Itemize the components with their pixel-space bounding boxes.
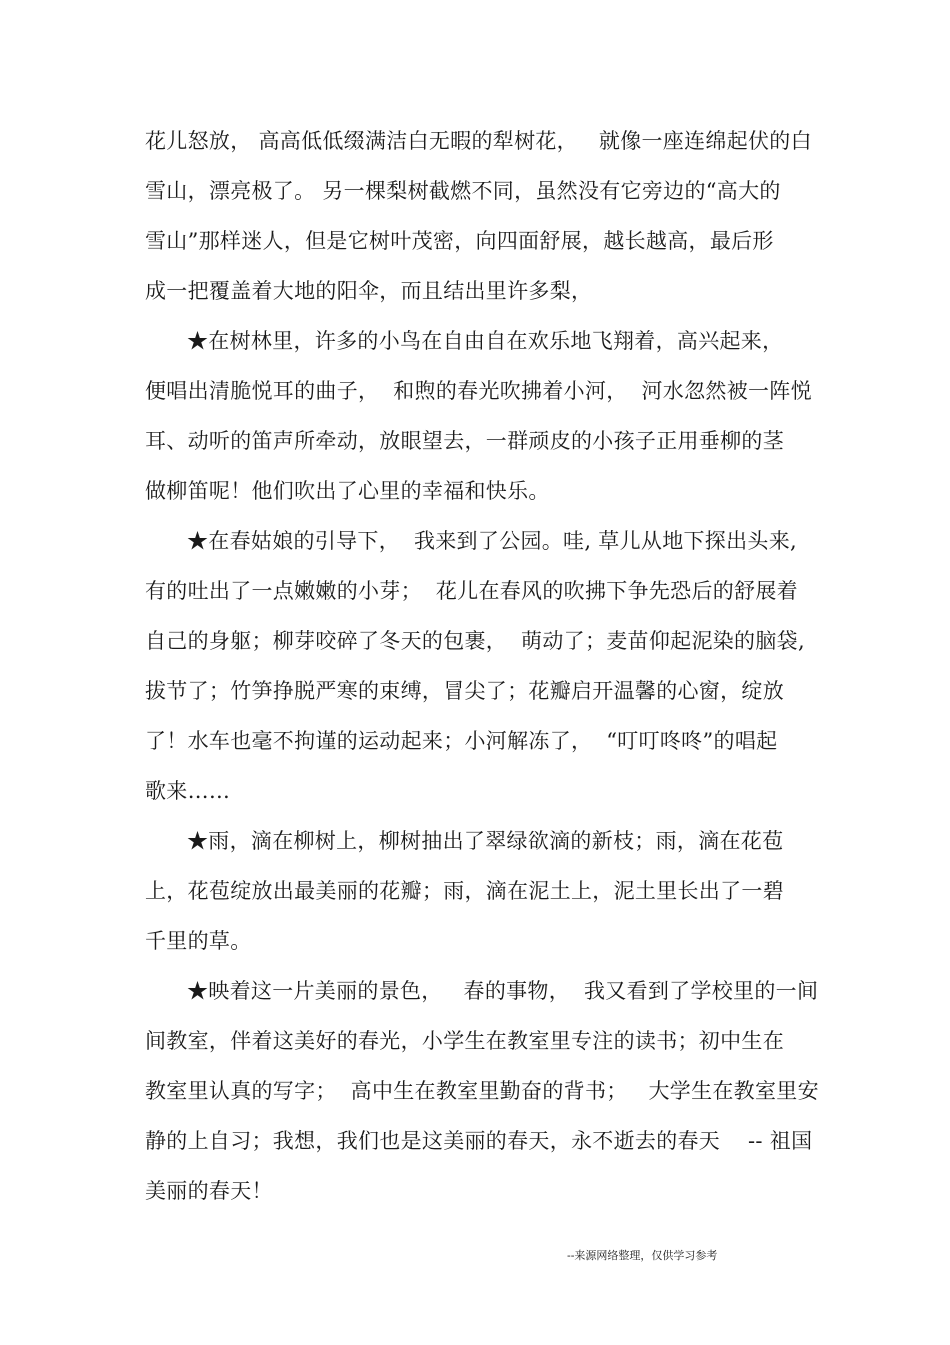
paragraph-2-line-1: ★在树林里，许多的小鸟在自由自在欢乐地飞翔着，高兴起来， — [187, 329, 784, 353]
paragraph-2-line-2: 便唱出清脆悦耳的曲子， 和煦的春光吹拂着小河， 河水忽然被一阵悦 — [145, 379, 812, 403]
paragraph-5-line-4: 静的上自习；我想，我们也是这美丽的春天，永不逝去的春天 -- 祖国 — [145, 1129, 813, 1153]
paragraph-3-line-4: 拔节了；竹笋挣脱严寒的束缚，冒尖了；花瓣启开温馨的心窗，绽放 — [145, 679, 784, 703]
paragraph-4-line-2: 上，花苞绽放出最美丽的花瓣；雨，滴在泥土上，泥土里长出了一碧 — [145, 879, 784, 903]
paragraph-3-line-1: ★在春姑娘的引导下， 我来到了公园。哇, 草儿从地下探出头来, — [187, 529, 797, 553]
paragraph-2-line-4: 做柳笛呢！他们吹出了心里的幸福和快乐。 — [145, 479, 550, 503]
paragraph-3-line-5: 了！水车也毫不拘谨的运动起来；小河解冻了， “叮叮咚咚”的唱起 — [145, 729, 778, 753]
paragraph-3-line-2: 有的吐出了一点嫩嫩的小芽； 花儿在春风的吹拂下争先恐后的舒展着 — [145, 579, 798, 603]
paragraph-5-line-3: 教室里认真的写字； 高中生在教室里勤奋的背书； 大学生在教室里安 — [145, 1079, 819, 1103]
paragraph-5-line-1: ★映着这一片美丽的景色， 春的事物， 我又看到了学校里的一间 — [187, 979, 819, 1003]
source-footer-note: --来源网络整理，仅供学习参考 — [567, 1249, 718, 1262]
paragraph-4-line-1: ★雨，滴在柳树上，柳树抽出了翠绿欲滴的新枝；雨，滴在花苞 — [187, 829, 784, 853]
paragraph-2-line-3: 耳、动听的笛声所牵动，放眼望去，一群顽皮的小孩子正用垂柳的茎 — [145, 429, 784, 453]
paragraph-1-line-2: 雪山，漂亮极了。 另一棵梨树截燃不同，虽然没有它旁边的“高大的 — [145, 179, 781, 203]
paragraph-1-line-4: 成一把覆盖着大地的阳伞，而且结出里许多梨， — [145, 279, 593, 303]
paragraph-5-line-2: 间教室，伴着这美好的春光，小学生在教室里专注的读书；初中生在 — [145, 1029, 784, 1053]
paragraph-1-line-3: 雪山”那样迷人，但是它树叶茂密，向四面舒展，越长越高，最后形 — [145, 229, 774, 253]
paragraph-4-line-3: 千里的草。 — [145, 929, 252, 953]
paragraph-1-line-1: 花儿怒放， 高高低低缀满洁白无暇的犁树花， 就像一座连绵起伏的白 — [145, 129, 812, 153]
paragraph-5-line-5: 美丽的春天！ — [145, 1179, 273, 1203]
paragraph-3-line-6: 歌来…… — [145, 779, 231, 803]
paragraph-3-line-3: 自己的身躯；柳芽咬碎了冬天的包裹， 萌动了；麦苗仰起泥染的脑袋, — [145, 629, 805, 653]
